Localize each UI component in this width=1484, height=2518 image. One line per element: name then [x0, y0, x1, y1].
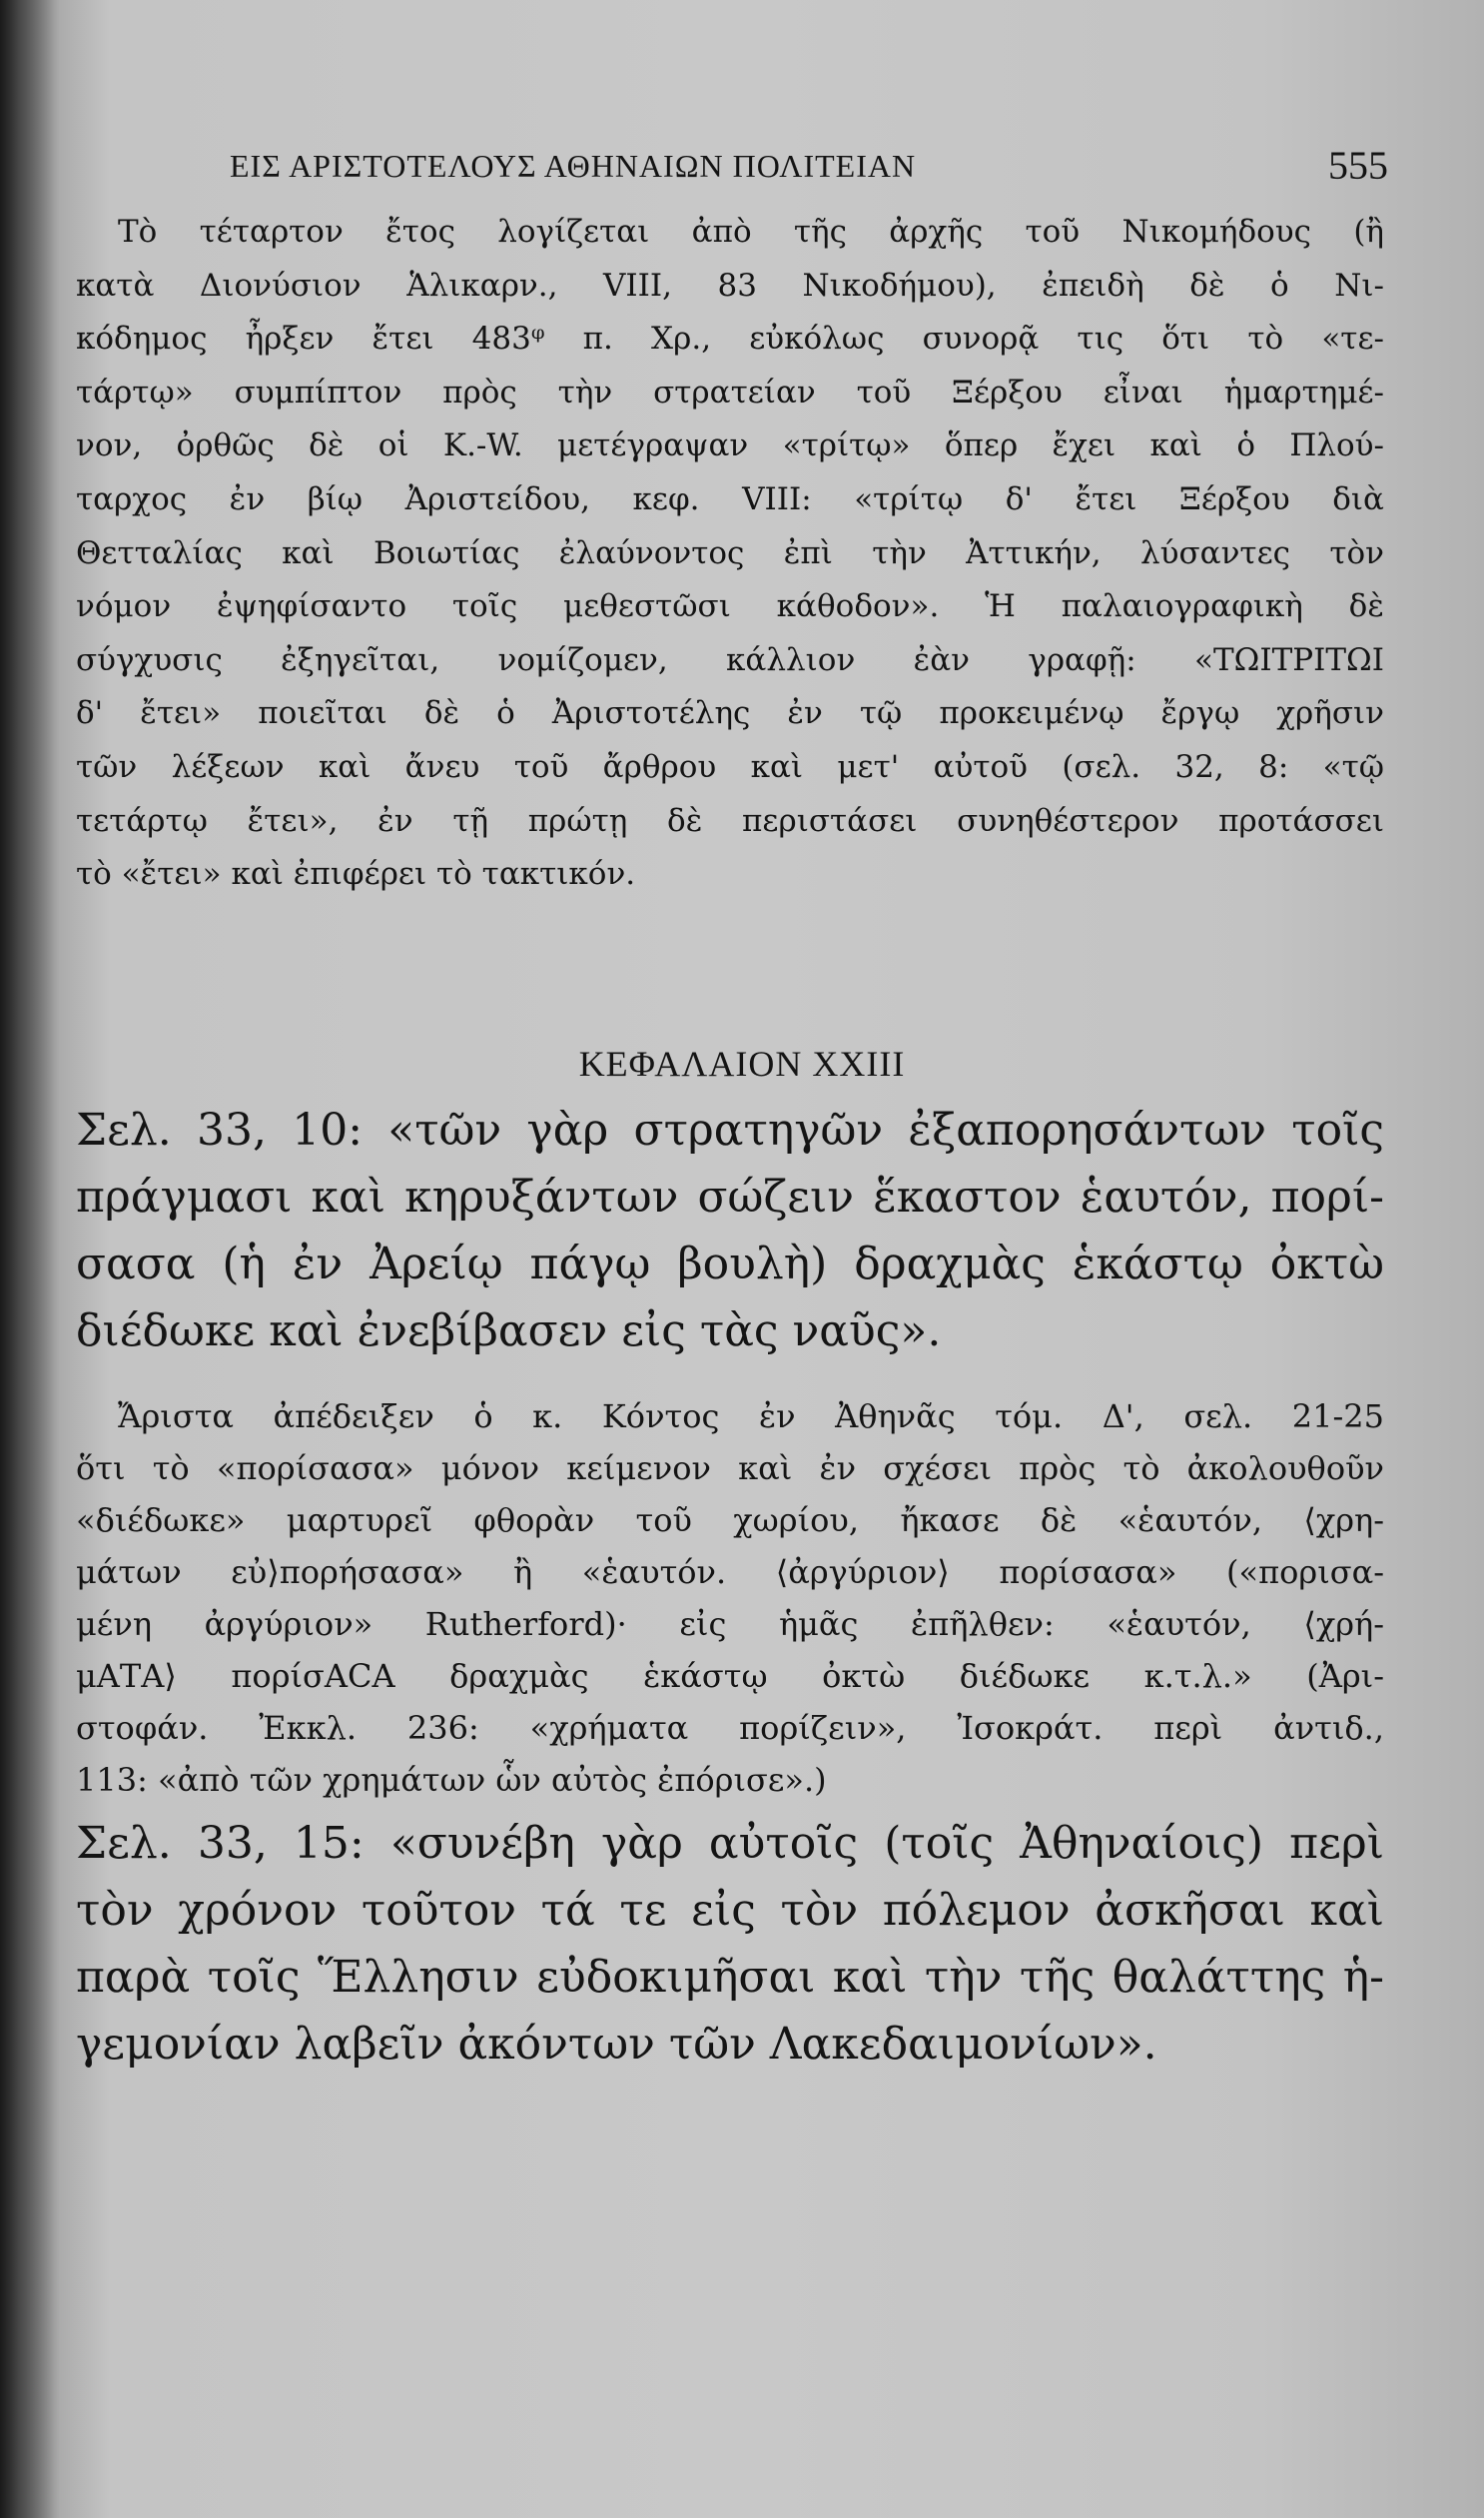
text-line: μένη ἀργύριον» Rutherford)· εἰς ἡμᾶς ἐπῆλθεν: «ἑαυτόν, ⟨χρή-: [76, 1605, 1384, 1643]
text-line: τετάρτῳ ἔτει», ἐν τῇ πρώτῃ δὲ περιστάσει συνηθέστερον προτάσσει: [76, 802, 1384, 839]
text-line: ταρχος ἐν βίῳ Ἀριστείδου, κεφ. VIII: «τρίτῳ δ' ἔτει Ξέρξου διὰ: [76, 480, 1384, 517]
text-line: κόδημος ἦρξεν ἔτει 483ᵠ π. Χρ., εὐκόλως συνορᾷ τις ὅτι τὸ «τε-: [76, 321, 1384, 358]
text-line: διέδωκε καὶ ἐνεβίβασεν εἰς τὰς ναῦς».: [76, 1305, 942, 1356]
text-line: τῶν λέξεων καὶ ἄνευ τοῦ ἄρθρου καὶ μετ' αὐτοῦ (σελ. 32, 8: «τῷ: [76, 748, 1384, 785]
text-line: «διέδωκε» μαρτυρεῖ φθορὰν τοῦ χωρίου, ἤκασε δὲ «ἑαυτόν, ⟨χρη-: [76, 1501, 1384, 1539]
text-line: σύγχυσις ἐξηγεῖται, νομίζομεν, κάλλιον ἐὰν γραφῇ: «ΤΩΙΤΡΙΤΩΙ: [76, 641, 1384, 678]
text-line: 113: «ἀπὸ τῶν χρημάτων ὧν αὐτὸς ἐπόρισε».): [76, 1761, 827, 1799]
text-line: δ' ἔτει» ποιεῖται δὲ ὁ Ἀριστοτέλης ἐν τῷ προκειμένῳ ἔργῳ χρῆσιν: [76, 695, 1384, 732]
running-title: ΕΙΣ ΑΡΙΣΤΟΤΕΛΟΥΣ ΑΘΗΝΑΙΩΝ ΠΟΛΙΤΕΙΑΝ: [230, 148, 917, 184]
text-line: Θετταλίας καὶ Βοιωτίας ἐλαύνοντος ἐπὶ τὴν Ἀττικήν, λύσαντες τὸν: [76, 534, 1384, 571]
text-line: πράγμασι καὶ κηρυξάντων σώζειν ἕκαστον ἑαυτόν, πορί-: [76, 1172, 1384, 1223]
text-line: τὸ «ἔτει» καὶ ἐπιφέρει τὸ τακτικόν.: [76, 856, 636, 893]
quoted-passage-1: [76, 1097, 1384, 1364]
chapter-heading: ΚΕΦΑΛΑΙΟΝ XXIII: [578, 1044, 906, 1084]
paragraph-commentary-2: [76, 1390, 1384, 1806]
page-number: 555: [1328, 143, 1388, 188]
text-line: νον, ὀρθῶς δὲ οἱ Κ.-W. μετέγραψαν «τρίτῳ» ὅπερ ἔχει καὶ ὁ Πλού-: [76, 427, 1384, 464]
paragraph-commentary-1: [76, 206, 1384, 902]
text-line: γεμονίαν λαβεῖν ἀκόντων τῶν Λακεδαιμονίων».: [76, 2019, 1157, 2070]
text-line: ὅτι τὸ «πορίσασα» μόνον κείμενον καὶ ἐν σχέσει πρὸς τὸ ἀκολουθοῦν: [76, 1449, 1384, 1487]
text-line: Τὸ τέταρτον ἔτος λογίζεται ἀπὸ τῆς ἀρχῆς τοῦ Νικομήδους (ἢ: [118, 214, 1384, 250]
text-line: κατὰ Διονύσιον Ἁλικαρν., VIII, 83 Νικοδήμου), ἐπειδὴ δὲ ὁ Νι-: [76, 267, 1384, 304]
text-line: μΑΤΑ⟩ πορίσΑCΑ δραχμὰς ἑκάστῳ ὀκτὼ διέδωκε κ.τ.λ.» (Ἀρι-: [76, 1657, 1384, 1695]
text-line: Σελ. 33, 15: «συνέβη γὰρ αὐτοῖς (τοῖς Ἀθηναίοις) περὶ: [76, 1818, 1384, 1869]
text-line: τὸν χρόνον τοῦτον τά τε εἰς τὸν πόλεμον ἀσκῆσαι καὶ: [76, 1885, 1384, 1936]
text-line: στοφάν. Ἐκκλ. 236: «χρήματα πορίζειν», Ἰσοκράτ. περὶ ἀντιδ.,: [76, 1709, 1384, 1747]
text-line: σασα (ἡ ἐν Ἀρείῳ πάγῳ βουλὴ) δραχμὰς ἑκάστῳ ὀκτὼ: [76, 1239, 1384, 1289]
text-line: Ἄριστα ἀπέδειξεν ὁ κ. Κόντος ἐν Ἀθηνᾶς τόμ. Δ', σελ. 21-25: [118, 1397, 1384, 1435]
text-line: μάτων εὐ⟩πορήσασα» ἢ «ἑαυτόν. ⟨ἀργύριον⟩ πορίσασα» («πορισα-: [76, 1553, 1384, 1591]
quoted-passage-2: [76, 1810, 1384, 2078]
text-line: παρὰ τοῖς Ἕλλησιν εὐδοκιμῆσαι καὶ τὴν τῆς θαλάττης ἡ-: [76, 1952, 1384, 2003]
text-line: νόμον ἐψηφίσαντο τοῖς μεθεστῶσι κάθοδον». Ἡ παλαιογραφικὴ δὲ: [76, 588, 1384, 625]
text-line: τάρτῳ» συμπίπτον πρὸς τὴν στρατείαν τοῦ Ξέρξου εἶναι ἡμαρτημέ-: [76, 374, 1384, 411]
text-line: Σελ. 33, 10: «τῶν γὰρ στρατηγῶν ἐξαπορησάντων τοῖς: [76, 1105, 1384, 1156]
running-head: [230, 143, 1388, 198]
